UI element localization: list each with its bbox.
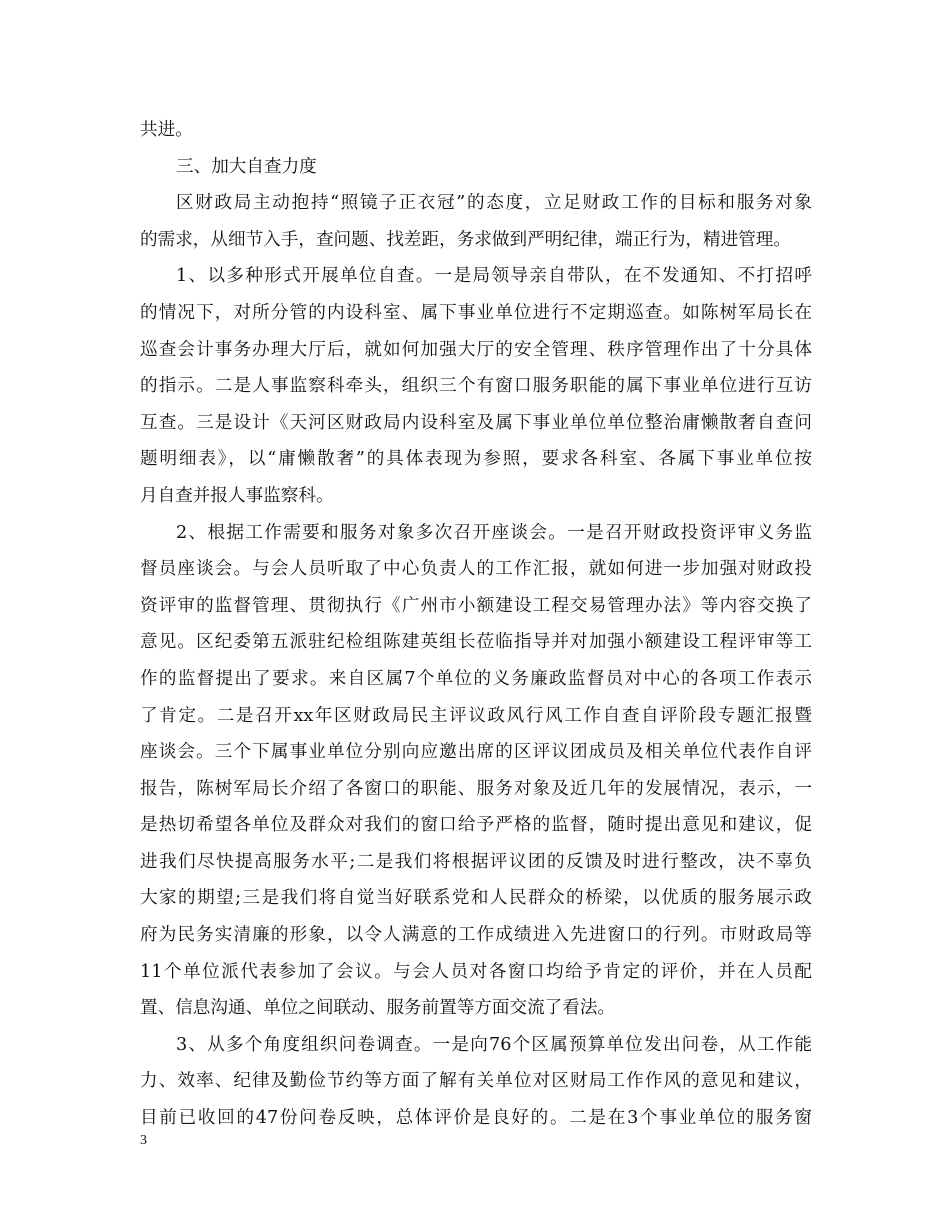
text-line: 区财政局主动抱持“照镜子正衣冠”的态度，立足财政工作的目标和服务对象 [176,193,812,214]
text-line: 了肯定。二是召开xx年区财政局民主评议政风行风工作自查自评阶段专题汇报暨 [140,705,812,726]
text-line: 督员座谈会。与会人员听取了中心负责人的工作汇报，就如何进一步加强对财政投 [140,559,812,580]
text-line: 进我们尽快提高服务水平;二是我们将根据评议团的反馈及时进行整改，决不辜负 [140,851,812,872]
section-heading: 三、加大自查力度 [176,156,317,177]
text-line: 大家的期望;三是我们将自觉当好联系党和人民群众的桥梁，以优质的服务展示政 [140,888,812,909]
text-line: 3、从多个角度组织问卷调查。一是向76个区属预算单位发出问卷，从工作能 [176,1034,812,1055]
text-line: 资评审的监督管理、贯彻执行《广州市小额建设工程交易管理办法》等内容交换了 [140,595,812,616]
text-line: 互查。三是设计《天河区财政局内设科室及属下事业单位单位整治庸懒散奢自查问 [140,412,812,433]
text-line: 意见。区纪委第五派驻纪检组陈建英组长莅临指导并对加强小额建设工程评审等工 [140,632,812,653]
text-line: 题明细表》，以“庸懒散奢”的具体表现为参照，要求各科室、各属下事业单位按 [140,449,812,470]
text-line: 巡查会计事务办理大厅后，就如何加强大厅的安全管理、秩序管理作出了十分具体 [140,339,812,360]
text-line: 作的监督提出了要求。来自区属7个单位的义务廉政监督员对中心的各项工作表示 [140,668,812,689]
text-line: 力、效率、纪律及勤俭节约等方面了解有关单位对区财局工作作风的意见和建议， [140,1071,812,1092]
text-line: 的指示。二是人事监察科牵头，组织三个有窗口服务职能的属下事业单位进行互访 [140,376,812,397]
text-line: 月自查并报人事监察科。 [140,485,334,506]
text-line: 1、以多种形式开展单位自查。一是局领导亲自带队，在不发通知、不打招呼 [176,266,812,287]
text-line: 是热切希望各单位及群众对我们的窗口给予严格的监督，随时提出意见和建议，促 [140,815,812,836]
text-line: 的情况下，对所分管的内设科室、属下事业单位进行不定期巡查。如陈树军局长在 [140,302,812,323]
text-line: 报告，陈树军局长介绍了各窗口的职能、服务对象及近几年的发展情况，表示，一 [140,778,812,799]
text-line: 置、信息沟通、单位之间联动、服务前置等方面交流了看法。 [140,998,616,1019]
text-line: 目前已收回的47份问卷反映，总体评价是良好的。二是在3个事业单位的服务窗 [140,1108,812,1129]
text-line: 11个单位派代表参加了会议。与会人员对各窗口均给予肯定的评价，并在人员配 [140,961,812,982]
text-line: 共进。 [140,120,193,140]
text-line: 座谈会。三个下属事业单位分别向应邀出席的区评议团成员及相关单位代表作自评 [140,742,812,763]
body-text [140,112,812,1137]
text-line: 的需求，从细节入手，查问题、找差距，务求做到严明纪律，端正行为，精进管理。 [140,229,791,250]
text-line: 2、根据工作需要和服务对象多次召开座谈会。一是召开财政投资评审义务监 [176,522,812,543]
text-line: 府为民务实清廉的形象，以令人满意的工作成绩进入先进窗口的行列。市财政局等 [140,925,812,946]
page-number: 3 [140,1133,147,1148]
